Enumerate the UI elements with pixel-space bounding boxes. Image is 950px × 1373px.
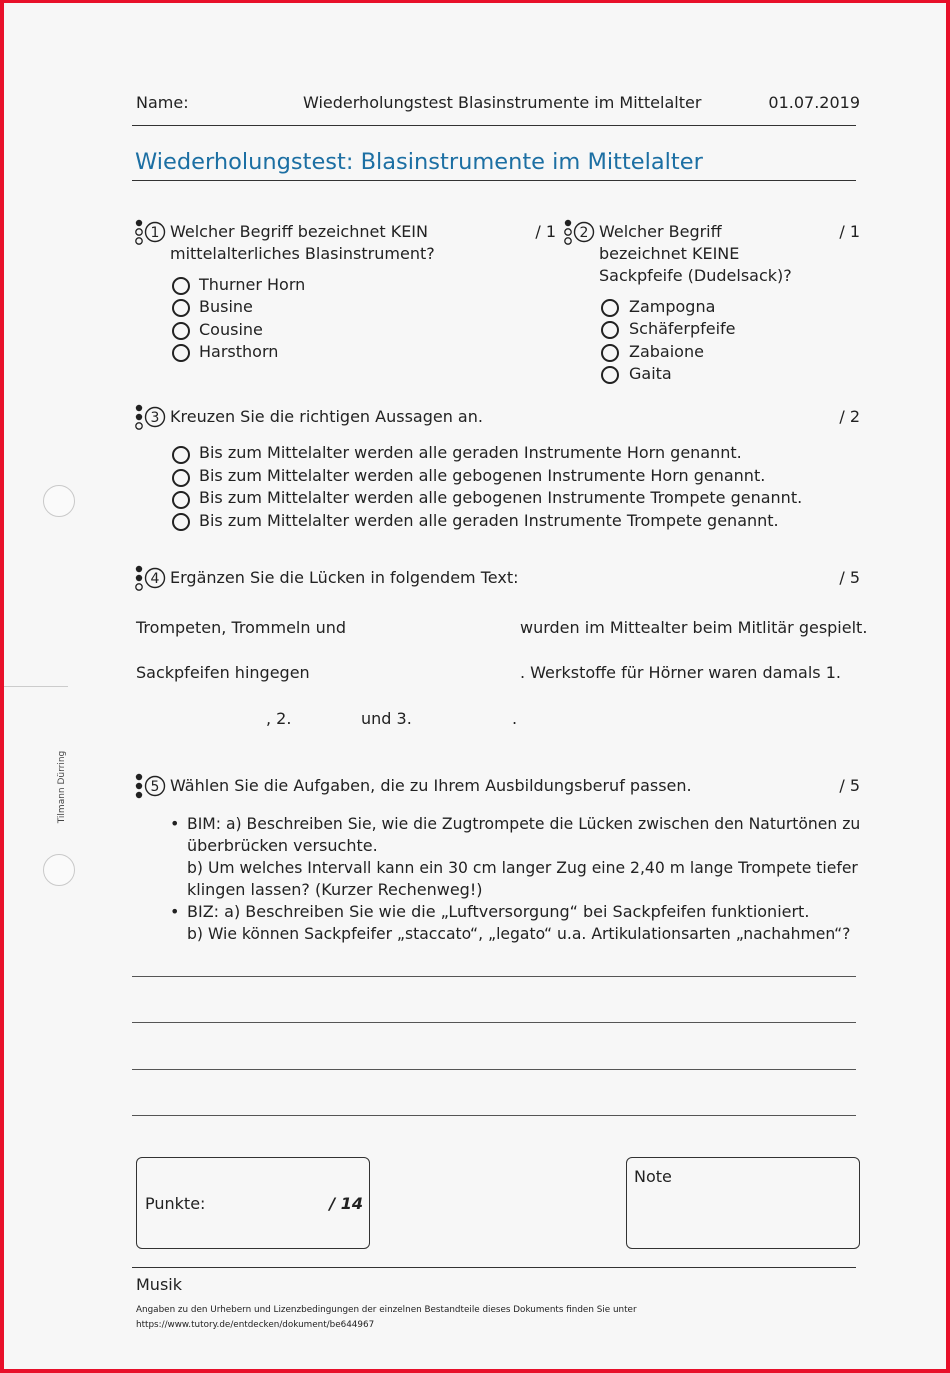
- cloze-text-3: Sackpfeifen hingegen: [136, 663, 310, 682]
- q1-option-label: Cousine: [199, 320, 263, 339]
- header-doc-title: Wiederholungstest Blasinstrumente im Mittelalter: [303, 93, 702, 112]
- side-author: Tilmann Dürring: [57, 750, 67, 824]
- q1-option-radio[interactable]: [172, 299, 190, 317]
- cloze-text-5: , 2.: [266, 709, 292, 728]
- task-number: 5: [150, 779, 160, 795]
- q1-question-line2: mittelalterliches Blasinstrument?: [170, 244, 435, 263]
- q2-option-label: Zampogna: [629, 297, 716, 316]
- license-link[interactable]: https://www.tutory.de/entdecken/dokument/be644967: [136, 1320, 375, 1330]
- cloze-text-1: Trompeten, Trommeln und: [136, 618, 347, 637]
- task-bim-line3: b) Um welches Intervall kann ein 30 cm langer Zug eine 2,40 m lange Trompete tiefer: [187, 859, 858, 877]
- cloze-gap-1[interactable]: [356, 618, 516, 638]
- q2-option-label: Schäferpfeife: [629, 319, 736, 338]
- q1-option-radio[interactable]: [172, 322, 190, 340]
- q3-option-label: Bis zum Mittelalter werden alle gebogenen Instrumente Horn genannt.: [199, 466, 766, 485]
- difficulty-icon: [134, 404, 174, 430]
- grade-label: Note: [634, 1167, 672, 1186]
- punch-hole-top: [43, 485, 75, 517]
- q3-points: / 2: [839, 407, 860, 426]
- task-bim-line1: BIM: a) Beschreiben Sie, wie die Zugtrompete die Lücken zwischen den Naturtönen zu: [187, 815, 861, 833]
- cloze-gap-5[interactable]: [415, 709, 510, 729]
- q1-option-label: Harsthorn: [199, 342, 279, 361]
- task-number: 3: [150, 410, 160, 426]
- difficulty-icon: [134, 773, 174, 799]
- q4-question: Ergänzen Sie die Lücken in folgendem Text:: [170, 568, 519, 587]
- q3-option-label: Bis zum Mittelalter werden alle geraden Instrumente Horn genannt.: [199, 443, 742, 462]
- q2-option-label: Gaita: [629, 364, 672, 383]
- task-number: 2: [579, 225, 589, 241]
- q3-option-radio[interactable]: [172, 513, 190, 531]
- cloze-gap-4[interactable]: [296, 709, 356, 729]
- q1-points: / 1: [535, 222, 556, 241]
- q4-points: / 5: [839, 568, 860, 587]
- q1-question-line1: Welcher Begriff bezeichnet KEIN: [170, 222, 428, 241]
- answer-line[interactable]: [132, 976, 856, 977]
- q3-option-label: Bis zum Mittelalter werden alle geraden Instrumente Trompete genannt.: [199, 511, 779, 530]
- q5-points: / 5: [839, 776, 860, 795]
- answer-line[interactable]: [132, 1069, 856, 1070]
- q1-option-radio[interactable]: [172, 277, 190, 295]
- q3-option-radio[interactable]: [172, 491, 190, 509]
- answer-line[interactable]: [132, 1022, 856, 1023]
- cloze-gap-3[interactable]: [136, 709, 262, 729]
- cloze-text-4: . Werkstoffe für Hörner waren damals 1.: [520, 663, 841, 682]
- points-box: [136, 1157, 370, 1249]
- task-bim-line2: überbrücken versuchte.: [187, 836, 378, 855]
- header-rule: [132, 125, 856, 126]
- license-note: Angaben zu den Urhebern und Lizenzbedingungen der einzelnen Bestandteile dieses Dokuments finden Sie unter: [136, 1305, 637, 1315]
- grade-box: [626, 1157, 860, 1249]
- page-title: Wiederholungstest: Blasinstrumente im Mittelalter: [135, 149, 703, 175]
- q3-option-radio[interactable]: [172, 469, 190, 487]
- bullet-dot: •: [170, 814, 180, 833]
- cloze-text-6: und 3.: [361, 709, 412, 728]
- q1-option-label: Busine: [199, 297, 253, 316]
- q1-option-radio[interactable]: [172, 344, 190, 362]
- bullet-dot: •: [170, 902, 180, 921]
- q2-option-radio[interactable]: [601, 344, 619, 362]
- q3-option-label: Bis zum Mittelalter werden alle gebogenen Instrumente Trompete genannt.: [199, 488, 803, 507]
- q3-option-radio[interactable]: [172, 446, 190, 464]
- q2-option-radio[interactable]: [601, 366, 619, 384]
- task-bim-line4: klingen lassen? (Kurzer Rechenweg!): [187, 880, 483, 899]
- q2-question-line1: Welcher Begriff: [599, 222, 722, 241]
- task-biz-line1: BIZ: a) Beschreiben Sie wie die „Luftversorgung“ bei Sackpfeifen funktioniert.: [187, 902, 810, 921]
- q2-points: / 1: [839, 222, 860, 241]
- subject-label: Musik: [136, 1275, 182, 1294]
- q2-option-label: Zabaione: [629, 342, 704, 361]
- fold-mark: [4, 686, 68, 687]
- q3-question: Kreuzen Sie die richtigen Aussagen an.: [170, 407, 483, 426]
- difficulty-icon: [134, 219, 174, 245]
- task-number: 4: [150, 571, 160, 587]
- title-rule: [132, 180, 856, 181]
- footer-rule: [132, 1267, 856, 1268]
- q2-option-radio[interactable]: [601, 321, 619, 339]
- name-label: Name:: [136, 93, 189, 112]
- q2-option-radio[interactable]: [601, 299, 619, 317]
- points-total: / 14: [329, 1194, 363, 1213]
- q2-question-line3: Sackpfeife (Dudelsack)?: [599, 266, 792, 285]
- cloze-text-7: .: [512, 709, 518, 728]
- task-number: 1: [150, 225, 160, 241]
- q2-question-line2: bezeichnet KEINE: [599, 244, 740, 263]
- punch-hole-bottom: [43, 854, 75, 886]
- cloze-gap-2[interactable]: [310, 663, 515, 683]
- difficulty-icon: [563, 219, 603, 245]
- points-label: Punkte:: [145, 1194, 206, 1213]
- q1-option-label: Thurner Horn: [199, 275, 306, 294]
- cloze-text-2: wurden im Mittealter beim Mitlitär gespielt.: [520, 618, 868, 637]
- q5-question: Wählen Sie die Aufgaben, die zu Ihrem Ausbildungsberuf passen.: [170, 776, 692, 795]
- answer-line[interactable]: [132, 1115, 856, 1116]
- task-biz-line2: b) Wie können Sackpfeifer „staccato“, „legato“ u.a. Artikulationsarten „nachahmen“?: [187, 925, 851, 943]
- header-date: 01.07.2019: [768, 93, 860, 112]
- difficulty-icon: [134, 565, 174, 591]
